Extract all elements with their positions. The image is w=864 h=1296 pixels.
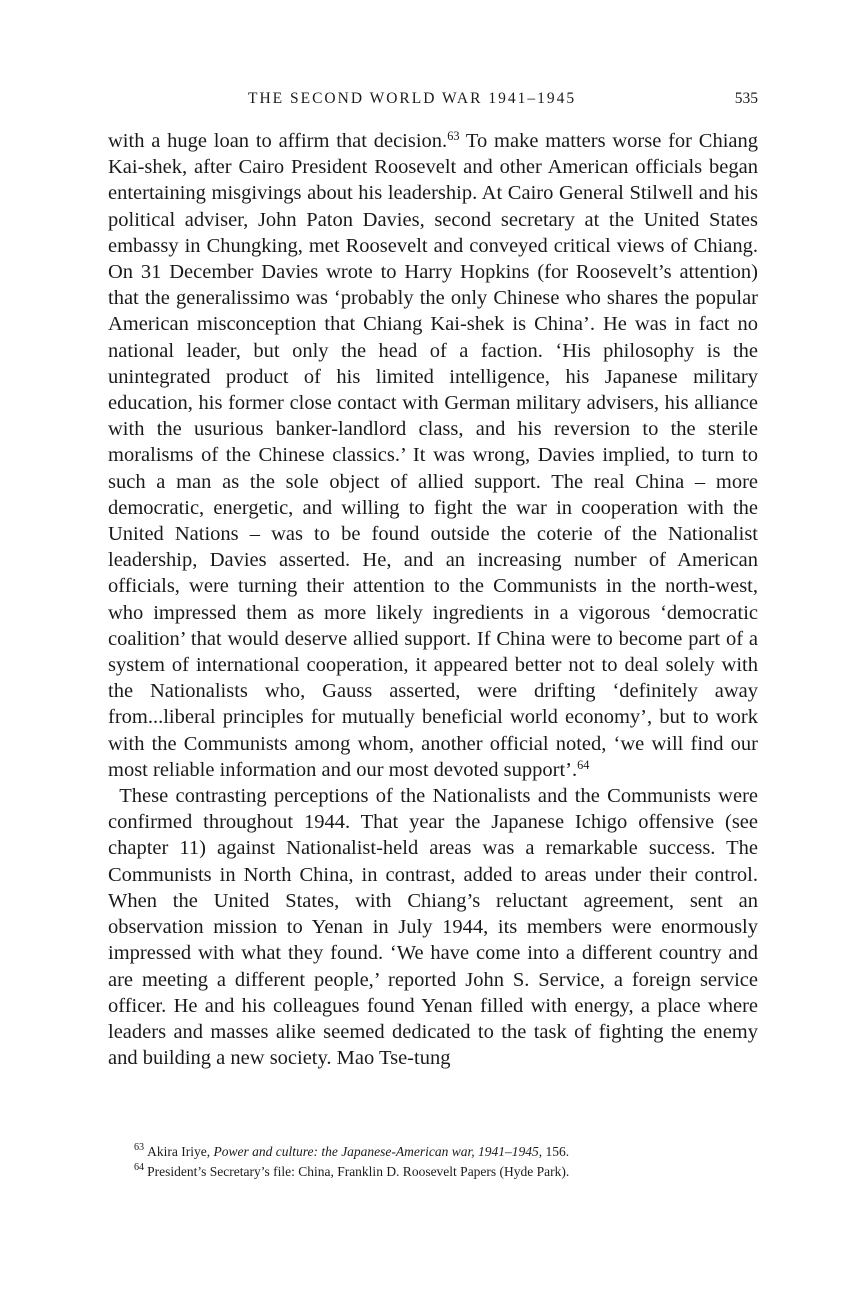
footnote-64-text: President’s Secretary’s file: China, Franklin D. Roosevelt Papers (Hyde Park). xyxy=(147,1164,570,1179)
running-head: THE SECOND WORLD WAR 1941–1945 xyxy=(248,90,577,107)
paragraph-1-text-b: To make matters worse for Chiang Kai-shek, after Cairo President Roosevelt and other American officials began entertaining misgivings about his leadership. At Cairo General Stilwell and his political adviser, John Paton Davies, second secretary at the United States embassy in Chungking, met Roosevelt and conveyed critical views of Chiang. On 31 December Davies wrote to Harry Hopkins (for Roosevelt’s attention) that the generalissimo was ‘probably the only Chinese who shares the popular American misconception that Chiang Kai-shek is China’. He was in fact no national leader, but only the head of a faction. ‘His philosophy is the unintegrated product of his limited intelligence, his Japanese military education, his former close contact with German military advisers, his alliance with the usurious banker-landlord class, and his reversion to the sterile moralisms of the Chinese classics.’ It was wrong, Davies implied, to turn to such a man as the sole object of allied support. The real China – more democratic, energetic, and willing to fight the war in cooperation with the United Nations – was to be found outside the coterie of the Nationalist leadership, Davies asserted. He, and an increasing number of American officials, were turning their attention to the Communists in the north-west, who impressed them as more likely ingredients in a vigorous ‘democratic coalition’ that would deserve allied support. If China were to become part of a system of international cooperation, it appeared better not to deal solely with the Nationalists who, Gauss asserted, were drifting ‘definitely away from...liberal principles for mutually beneficial world economy’, but to work with the Communists among whom, another official noted, ‘we will find our most reliable information and our most devoted support’. xyxy=(108,130,758,781)
footnote-63 xyxy=(134,1142,758,1162)
footnote-64 xyxy=(134,1162,758,1182)
footnote-63-title: Power and culture: the Japanese-American war, 1941–1945 xyxy=(213,1144,539,1159)
footnotes xyxy=(134,1142,758,1182)
paragraph-1 xyxy=(108,128,758,783)
footnote-63-number: 63 xyxy=(134,1142,145,1154)
footnote-63-author: Akira Iriye, xyxy=(147,1144,214,1159)
footnote-ref-63: 63 xyxy=(447,129,460,144)
body-text xyxy=(108,128,758,1071)
footnote-64-number: 64 xyxy=(134,1162,145,1174)
footnote-ref-64: 64 xyxy=(577,758,590,773)
footnote-63-rest: , 156. xyxy=(538,1144,570,1159)
paragraph-1-text-a: with a huge loan to affirm that decision. xyxy=(108,130,448,152)
page-number: 535 xyxy=(734,90,758,107)
paragraph-2: These contrasting perceptions of the Nationalists and the Communists were confirmed throughout 1944. That year the Japanese Ichigo offensive (see chapter 11) against Nationalist-held areas was a remarkable success. The Communists in North China, in contrast, added to areas under their control. When the United States, with Chiang’s reluctant agreement, sent an observation mission to Yenan in July 1944, its members were enormously impressed with what they found. ‘We have come into a different country and are meeting a different people,’ reported John S. Service, a foreign service officer. He and his colleagues found Yenan filled with energy, a place where leaders and masses alike seemed dedicated to the task of fighting the enemy and building a new society. Mao Tse-tung xyxy=(108,785,758,1070)
page-header xyxy=(108,90,758,114)
